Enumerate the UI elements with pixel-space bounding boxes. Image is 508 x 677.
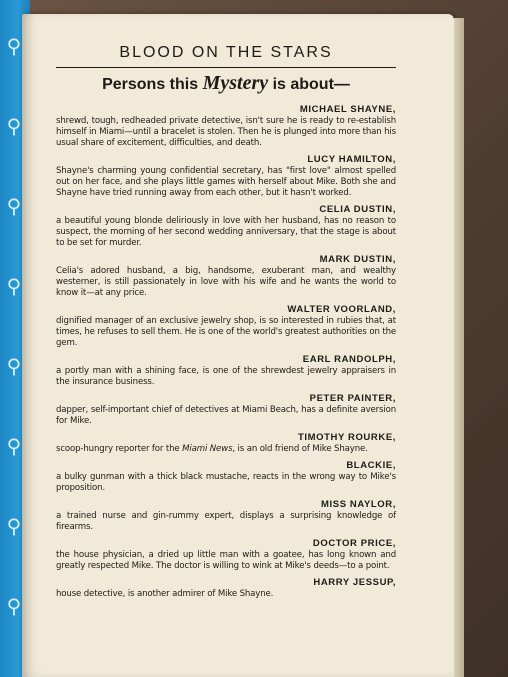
person-description [56, 444, 396, 455]
keyhole-icon: ⚲ [6, 116, 22, 138]
person-entry [56, 353, 396, 388]
person-name: EARL RANDOLPH, [302, 354, 396, 365]
subtitle-lead: Persons this [102, 76, 199, 93]
person-description: dignified manager of an exclusive jewelry shop, is so interested in rubies that, at times, he refuses to sell them. He is one of the world's greatest authorities on the gem. [56, 316, 396, 348]
desc-text: , is an old friend of Mike Shayne. [232, 444, 368, 454]
person-name: BLACKIE, [346, 460, 396, 471]
person-entry [56, 498, 396, 533]
person-entry [56, 576, 396, 600]
person-name: LUCY HAMILTON, [307, 154, 396, 165]
person-entry [56, 303, 396, 349]
person-description: a bulky gunman with a thick black mustache, reacts in the wrong way to Mike's proposition. [56, 472, 396, 493]
person-name: TIMOTHY ROURKE, [297, 432, 396, 443]
keyhole-icon: ⚲ [6, 596, 22, 618]
book-title: BLOOD ON THE STARS [119, 44, 333, 61]
person-description: Shayne's charming young confidential secretary, has "first love" almost spelled out on her face, and she plays little games with herself about Mike. Both she and Shayne have tried running away from each other, but it hasn't worked. [56, 166, 396, 198]
person-description: shrewd, tough, redheaded private detective, isn't sure he is ready to re-establish himself in Miami—until a bracelet is stolen. Then he is plunged into more than his usual share of excitement, difficulties, and death. [56, 116, 396, 148]
person-description: dapper, self-important chief of detectives at Miami Beach, has a definite aversion for Mike. [56, 405, 396, 426]
keyhole-icon: ⚲ [6, 196, 22, 218]
person-description: a beautiful young blonde deliriously in love with her husband, has no reason to suspect, the morning of her second wedding anniversary, that the stage is about to be set for murder. [56, 216, 396, 248]
person-name: CELIA DUSTIN, [319, 204, 396, 215]
person-name: MICHAEL SHAYNE, [299, 104, 396, 115]
person-entry [56, 392, 396, 427]
person-entry [56, 431, 396, 455]
subtitle-mystery-word: Mystery [202, 72, 269, 94]
person-entry [56, 537, 396, 572]
newspaper-name: Miami News [182, 444, 233, 454]
person-entry [56, 459, 396, 494]
person-name: PETER PAINTER, [309, 393, 396, 404]
person-name: WALTER VOORLAND, [287, 304, 396, 315]
keyhole-icon: ⚲ [6, 36, 22, 58]
persons-list [56, 103, 396, 600]
person-entry [56, 203, 396, 249]
person-name: HARRY JESSUP, [313, 577, 396, 588]
keyhole-icon: ⚲ [6, 276, 22, 298]
keyhole-icon: ⚲ [6, 356, 22, 378]
person-entry [56, 253, 396, 299]
person-entry [56, 103, 396, 149]
person-name: DOCTOR PRICE, [312, 538, 396, 549]
subtitle-tail: is about— [272, 76, 350, 93]
person-description: a portly man with a shining face, is one of the shrewdest jewelry appraisers in the insurance business. [56, 366, 396, 387]
person-description: a trained nurse and gin-rummy expert, displays a surprising knowledge of firearms. [56, 511, 396, 532]
keyhole-icon: ⚲ [6, 516, 22, 538]
person-description: the house physician, a dried up little man with a goatee, has long known and greatly respected Mike. The doctor is willing to wink at Mike's deeds—to a point. [56, 550, 396, 571]
page-subtitle [56, 72, 396, 95]
person-name: MARK DUSTIN, [319, 254, 396, 265]
page-edges [454, 18, 464, 677]
keyhole-icon: ⚲ [6, 436, 22, 458]
page-content [56, 44, 396, 604]
person-description: Celia's adored husband, a big, handsome, exuberant man, and wealthy westerner, is still passionately in love with his wife and he wants the world to know it—at any price. [56, 266, 396, 298]
title-rule [56, 67, 396, 68]
person-entry [56, 153, 396, 199]
person-description: house detective, is another admirer of Mike Shayne. [56, 589, 274, 599]
person-name: MISS NAYLOR, [321, 499, 396, 510]
desc-text: scoop-hungry reporter for the [56, 444, 183, 454]
